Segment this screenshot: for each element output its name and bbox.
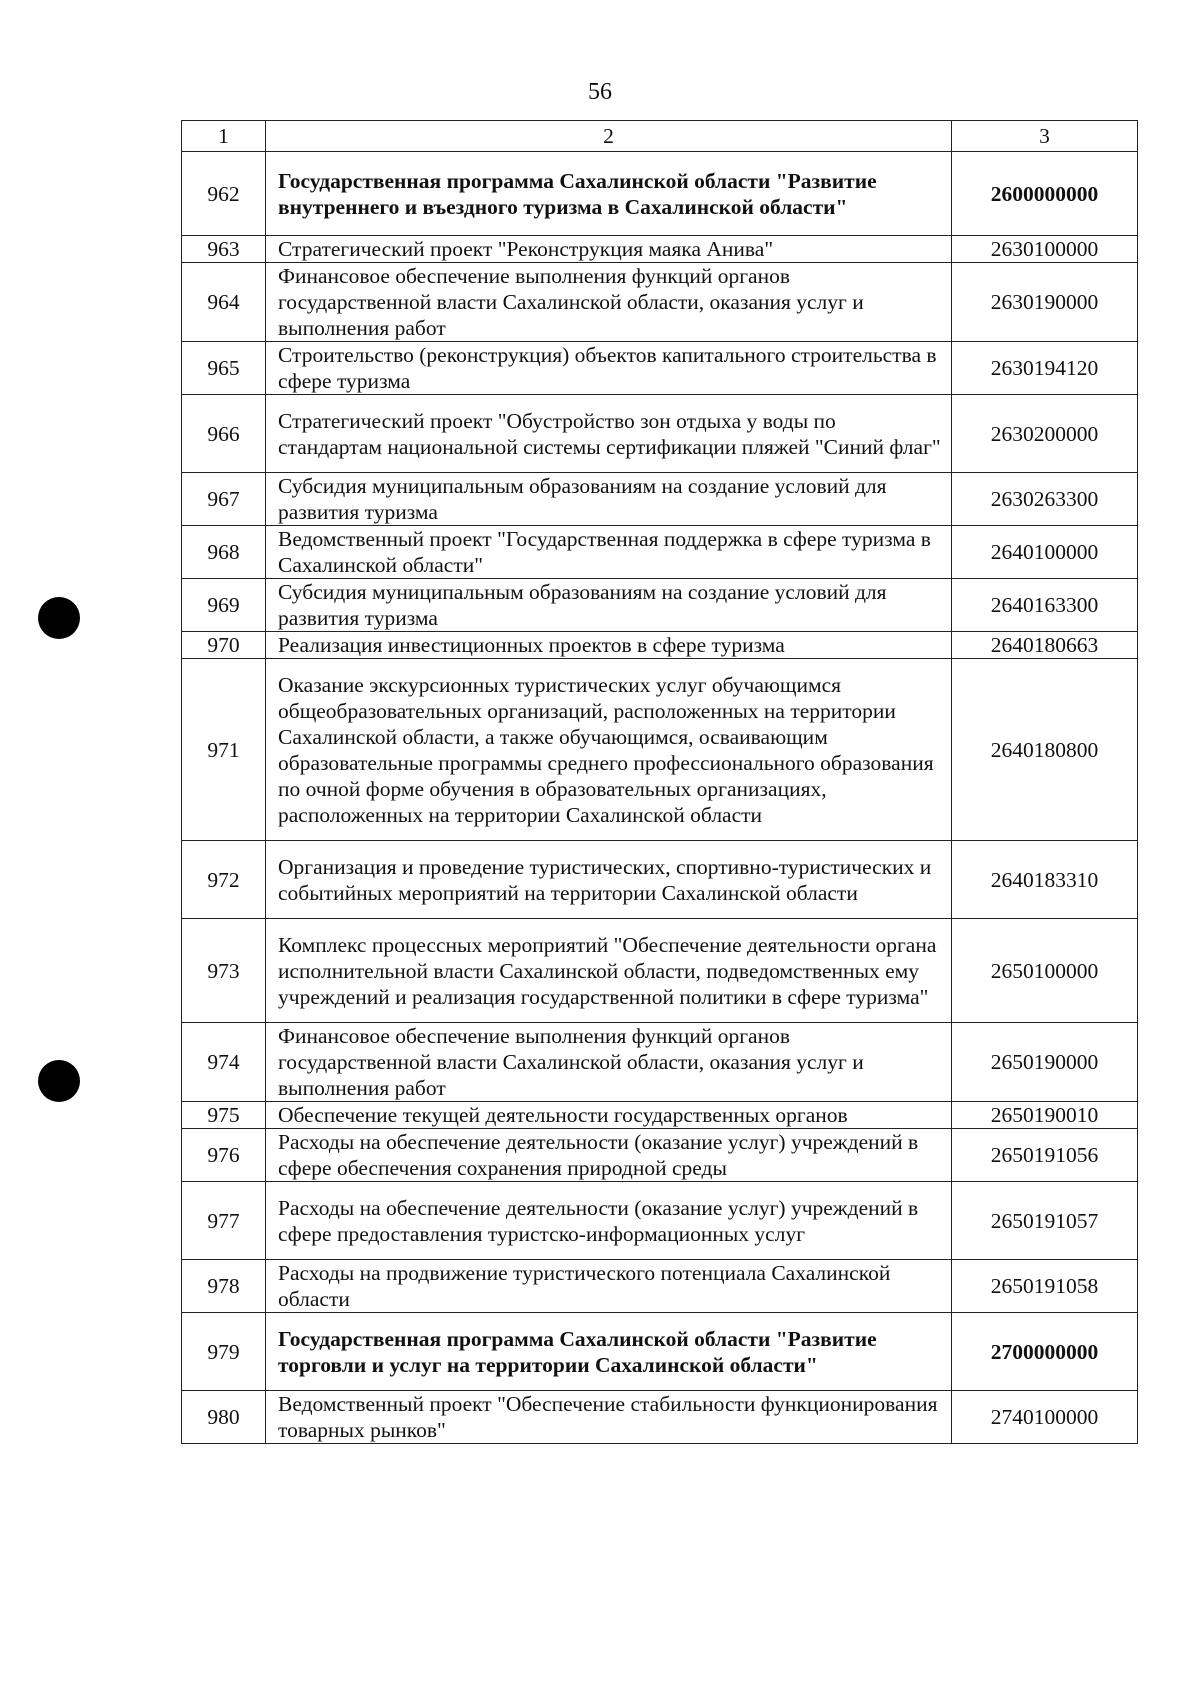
- row-number: 974: [182, 1023, 266, 1102]
- row-code: 2640180800: [952, 659, 1138, 841]
- page-number: 56: [588, 79, 612, 105]
- punch-hole-mark: [38, 597, 80, 639]
- row-number: 963: [182, 236, 266, 263]
- row-number: 965: [182, 342, 266, 395]
- row-number: 973: [182, 919, 266, 1023]
- table-header-row: [182, 121, 1138, 152]
- table-row: [182, 236, 1138, 263]
- row-name: Финансовое обеспечение выполнения функций органов государственной власти Сахалинской области, оказания услуг и выполнения работ: [266, 263, 952, 342]
- row-number: 967: [182, 473, 266, 526]
- table-row: [182, 526, 1138, 579]
- table-row: [182, 395, 1138, 473]
- row-name: Оказание экскурсионных туристических услуг обучающимся общеобразовательных организаций, расположенных на территории Сахалинской области, а также обучающимся, осваивающим образовательные программы среднего профессионального образования по очной форме обучения в образовательных организациях, расположенных на территории Сахалинской области: [266, 659, 952, 841]
- row-name: Финансовое обеспечение выполнения функций органов государственной власти Сахалинской области, оказания услуг и выполнения работ: [266, 1023, 952, 1102]
- table-row: [182, 342, 1138, 395]
- row-code: 2640180663: [952, 632, 1138, 659]
- row-name: Организация и проведение туристических, спортивно-туристических и событийных мероприятий на территории Сахалинской области: [266, 841, 952, 919]
- row-name: Расходы на продвижение туристического потенциала Сахалинской области: [266, 1260, 952, 1313]
- row-code: 2650100000: [952, 919, 1138, 1023]
- row-name: Государственная программа Сахалинской области "Развитие внутреннего и въездного туризма в Сахалинской области": [266, 152, 952, 236]
- row-code: 2650190010: [952, 1102, 1138, 1129]
- table-row: [182, 579, 1138, 632]
- row-number: 978: [182, 1260, 266, 1313]
- table-row: [182, 1129, 1138, 1182]
- row-name: Государственная программа Сахалинской области "Развитие торговли и услуг на территории Сахалинской области": [266, 1313, 952, 1391]
- table-row: [182, 152, 1138, 236]
- row-number: 962: [182, 152, 266, 236]
- row-name: Ведомственный проект "Государственная поддержка в сфере туризма в Сахалинской области": [266, 526, 952, 579]
- row-code: 2630200000: [952, 395, 1138, 473]
- row-name: Стратегический проект "Обустройство зон отдыха у воды по стандартам национальной системы сертификации пляжей "Синий флаг": [266, 395, 952, 473]
- row-name: Субсидия муниципальным образованиям на создание условий для развития туризма: [266, 579, 952, 632]
- row-code: 2630190000: [952, 263, 1138, 342]
- punch-hole-mark: [38, 1060, 80, 1102]
- column-header-1: 1: [182, 121, 266, 152]
- row-number: 976: [182, 1129, 266, 1182]
- row-code: 2630263300: [952, 473, 1138, 526]
- row-code: 2740100000: [952, 1391, 1138, 1444]
- row-number: 968: [182, 526, 266, 579]
- column-header-2: 2: [266, 121, 952, 152]
- table-row: [182, 841, 1138, 919]
- row-code: 2640100000: [952, 526, 1138, 579]
- table-row: [182, 919, 1138, 1023]
- table-row: [182, 1391, 1138, 1444]
- row-name: Субсидия муниципальным образованиям на создание условий для развития туризма: [266, 473, 952, 526]
- row-code: 2630100000: [952, 236, 1138, 263]
- budget-classification-table: [181, 120, 1138, 1444]
- row-name: Расходы на обеспечение деятельности (оказание услуг) учреждений в сфере предоставления туристско-информационных услуг: [266, 1182, 952, 1260]
- table-row: [182, 1023, 1138, 1102]
- row-number: 980: [182, 1391, 266, 1444]
- table-row: [182, 263, 1138, 342]
- row-name: Реализация инвестиционных проектов в сфере туризма: [266, 632, 952, 659]
- row-code: 2650191056: [952, 1129, 1138, 1182]
- row-name: Стратегический проект "Реконструкция маяка Анива": [266, 236, 952, 263]
- row-code: 2700000000: [952, 1313, 1138, 1391]
- row-name: Ведомственный проект "Обеспечение стабильности функционирования товарных рынков": [266, 1391, 952, 1444]
- table-row: [182, 1182, 1138, 1260]
- row-name: Комплекс процессных мероприятий "Обеспечение деятельности органа исполнительной власти Сахалинской области, подведомственных ему учреждений и реализация государственной политики в сфере туризма": [266, 919, 952, 1023]
- row-number: 969: [182, 579, 266, 632]
- table-row: [182, 632, 1138, 659]
- row-number: 971: [182, 659, 266, 841]
- row-code: 2600000000: [952, 152, 1138, 236]
- row-number: 975: [182, 1102, 266, 1129]
- row-number: 979: [182, 1313, 266, 1391]
- row-number: 970: [182, 632, 266, 659]
- row-code: 2640163300: [952, 579, 1138, 632]
- row-name: Строительство (реконструкция) объектов капитального строительства в сфере туризма: [266, 342, 952, 395]
- row-code: 2650191057: [952, 1182, 1138, 1260]
- row-code: 2650191058: [952, 1260, 1138, 1313]
- row-number: 972: [182, 841, 266, 919]
- row-number: 964: [182, 263, 266, 342]
- table-row: [182, 1313, 1138, 1391]
- row-code: 2650190000: [952, 1023, 1138, 1102]
- row-name: Обеспечение текущей деятельности государственных органов: [266, 1102, 952, 1129]
- row-code: 2640183310: [952, 841, 1138, 919]
- table-row: [182, 1102, 1138, 1129]
- table-row: [182, 659, 1138, 841]
- column-header-3: 3: [952, 121, 1138, 152]
- table-row: [182, 473, 1138, 526]
- row-number: 966: [182, 395, 266, 473]
- row-code: 2630194120: [952, 342, 1138, 395]
- table-row: [182, 1260, 1138, 1313]
- row-name: Расходы на обеспечение деятельности (оказание услуг) учреждений в сфере обеспечения сохранения природной среды: [266, 1129, 952, 1182]
- row-number: 977: [182, 1182, 266, 1260]
